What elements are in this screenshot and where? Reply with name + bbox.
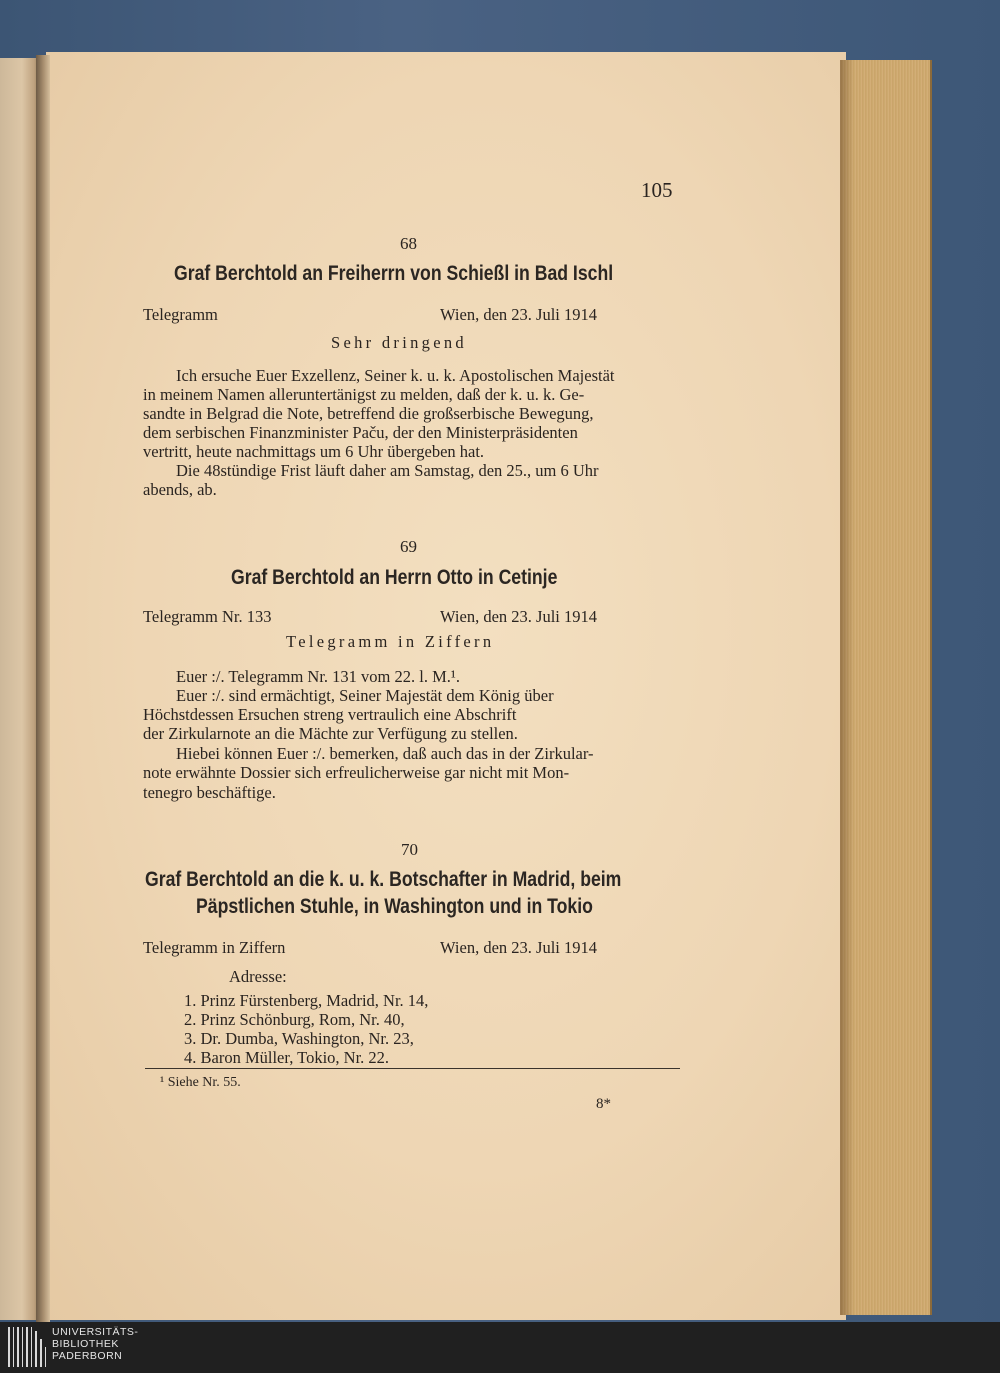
doc-70-address-label: Adresse: — [229, 967, 287, 986]
doc-70-type: Telegramm in Ziffern — [143, 938, 286, 957]
footnote: ¹ Siehe Nr. 55. — [160, 1075, 241, 1090]
doc-69-place-date: Wien, den 23. Juli 1914 — [440, 607, 597, 626]
doc-69-line-7: tenegro beschäftige. — [143, 783, 276, 802]
doc-69-cipher-note: Telegramm in Ziffern — [286, 632, 495, 651]
left-page-edge — [0, 58, 40, 1320]
page-edge-shadow — [840, 60, 854, 1315]
doc-70-number: 70 — [401, 840, 418, 859]
footnote-rule — [145, 1068, 680, 1069]
doc-69-line-6: note erwähnte Dossier sich erfreulicherweise gar nicht mit Mon- — [143, 763, 570, 782]
doc-69-number: 69 — [400, 537, 417, 556]
doc-69-line-4: der Zirkularnote an die Mächte zur Verfügung zu stellen. — [143, 724, 518, 743]
library-footer — [0, 1322, 1000, 1373]
library-logo-line-1: UNIVERSITÄTS- — [52, 1326, 139, 1338]
doc-68-line-1: Ich ersuche Euer Exzellenz, Seiner k. u. k. Apostolischen Majestät — [176, 366, 615, 385]
doc-70-address-1: 1. Prinz Fürstenberg, Madrid, Nr. 14, — [184, 991, 429, 1010]
doc-68-line-5: vertritt, heute nachmittags um 6 Uhr übergeben hat. — [143, 442, 485, 461]
page-number: 105 — [641, 178, 673, 202]
doc-70-heading-line-1: Graf Berchtold an die k. u. k. Botschafter in Madrid, beim — [145, 868, 622, 891]
doc-68-type: Telegramm — [143, 305, 218, 324]
doc-70-address-3: 3. Dr. Dumba, Washington, Nr. 23, — [184, 1029, 414, 1048]
doc-68-heading: Graf Berchtold an Freiherrn von Schießl in Bad Ischl — [174, 262, 614, 285]
doc-68-line-7: abends, ab. — [143, 480, 217, 499]
doc-69-type: Telegramm Nr. 133 — [143, 607, 272, 626]
book-gutter — [36, 55, 50, 1322]
library-logo-line-2: BIBLIOTHEK — [52, 1338, 119, 1350]
doc-68-line-3: sandte in Belgrad die Note, betreffend die großserbische Bewegung, — [143, 404, 594, 423]
doc-70-address-2: 2. Prinz Schönburg, Rom, Nr. 40, — [184, 1010, 405, 1029]
signature-mark: 8* — [596, 1096, 611, 1112]
doc-70-heading-line-2: Päpstlichen Stuhle, in Washington und in Tokio — [196, 895, 593, 918]
doc-68-urgency: Sehr dringend — [331, 333, 467, 352]
doc-68-number: 68 — [400, 234, 417, 253]
doc-69-line-5: Hiebei können Euer :/. bemerken, daß auch das in der Zirkular- — [176, 744, 594, 763]
library-logo-line-3: PADERBORN — [52, 1350, 123, 1362]
doc-69-line-1: Euer :/. Telegramm Nr. 131 vom 22. l. M.¹. — [176, 667, 460, 686]
doc-69-heading: Graf Berchtold an Herrn Otto in Cetinje — [231, 566, 558, 589]
doc-69-line-3: Höchstdessen Ersuchen streng vertraulich eine Abschrift — [143, 705, 517, 724]
doc-68-line-2: in meinem Namen alleruntertänigst zu melden, daß der k. u. k. Ge- — [143, 385, 585, 404]
doc-68-line-6: Die 48stündige Frist läuft daher am Samstag, den 25., um 6 Uhr — [176, 461, 599, 480]
doc-70-place-date: Wien, den 23. Juli 1914 — [440, 938, 597, 957]
library-logo-icon — [8, 1327, 46, 1367]
doc-70-address-4: 4. Baron Müller, Tokio, Nr. 22. — [184, 1048, 390, 1067]
doc-68-line-4: dem serbischen Finanzminister Paču, der den Ministerpräsidenten — [143, 423, 578, 442]
doc-69-line-2: Euer :/. sind ermächtigt, Seiner Majestät dem König über — [176, 686, 554, 705]
doc-68-place-date: Wien, den 23. Juli 1914 — [440, 305, 597, 324]
